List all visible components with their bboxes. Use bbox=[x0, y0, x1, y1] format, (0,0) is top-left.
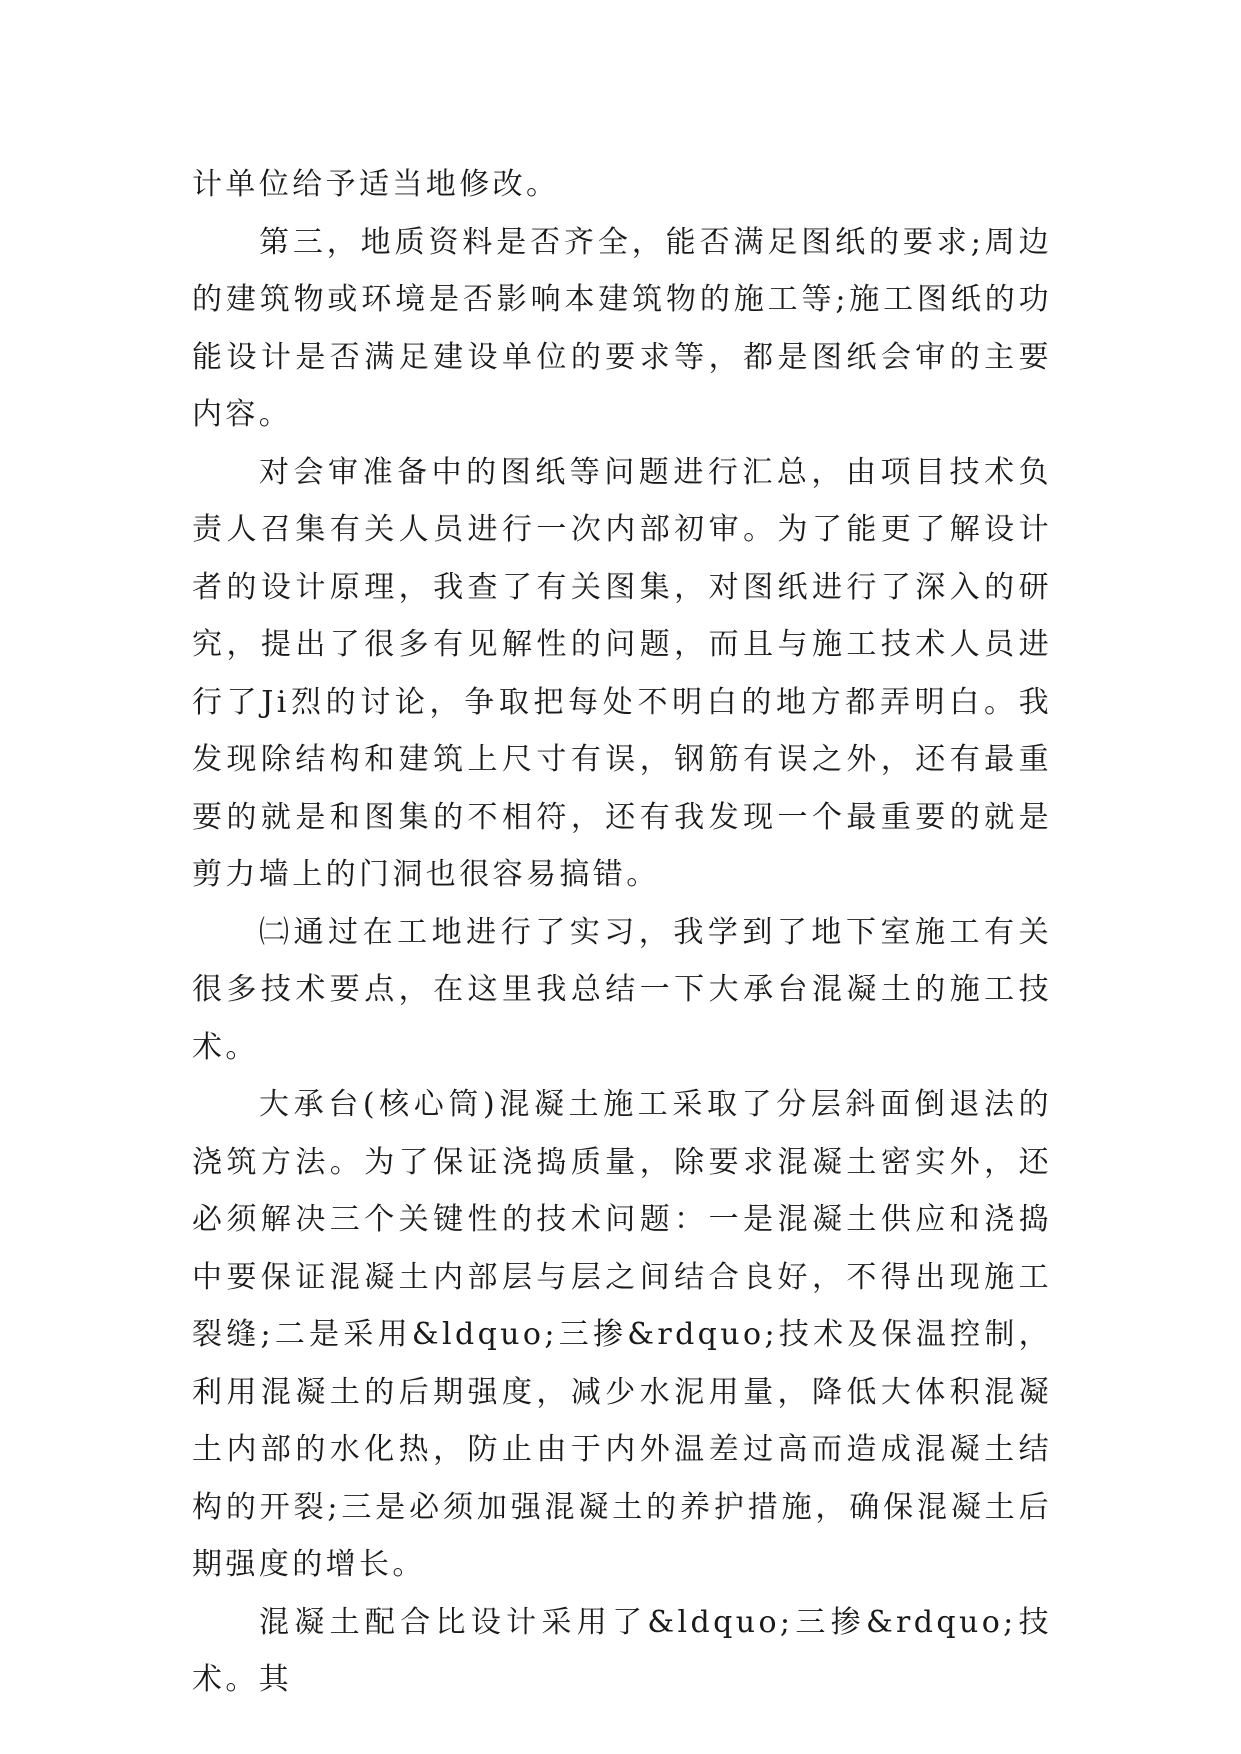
paragraph-2: 第三，地质资料是否齐全，能否满足图纸的要求;周边的建筑物或环境是否影响本建筑物的施工等;施工图纸的功能设计是否满足建设单位的要求等，都是图纸会审的主要内容。 bbox=[192, 224, 1052, 432]
paragraph-4: ㈡通过在工地进行了实习，我学到了地下室施工有关很多技术要点，在这里我总结一下大承台混凝土的施工技术。 bbox=[192, 914, 1052, 1065]
paragraph-3: 对会审准备中的图纸等问题进行汇总，由项目技术负责人召集有关人员进行一次内部初审。为了能更了解设计者的设计原理，我查了有关图集，对图纸进行了深入的研究，提出了很多有见解性的问题，而且与施工技术人员进行了Ji烈的讨论，争取把每处不明白的地方都弄明白。我发现除结构和建筑上尺寸有误，钢筋有误之外，还有最重要的就是和图集的不相符，还有我发现一个最重要的就是剪力墙上的门洞也很容易搞错。 bbox=[192, 454, 1052, 892]
paragraph-1: 计单位给予适当地修改。 bbox=[192, 167, 560, 202]
paragraph-5: 大承台(核心筒)混凝土施工采取了分层斜面倒退法的浇筑方法。为了保证浇捣质量，除要求混凝土密实外，还必须解决三个关键性的技术问题：一是混凝土供应和浇捣中要保证混凝土内部层与层之间结合良好，不得出现施工裂缝;二是采用&ldquo;三掺&rdquo;技术及保温控制，利用混凝土的后期强度，减少水泥用量，降低大体积混凝土内部的水化热，防止由于内外温差过高而造成混凝土结构的开裂;三是必须加强混凝土的养护措施，确保混凝土后期强度的增长。 bbox=[192, 1087, 1052, 1582]
document-body bbox=[192, 156, 1052, 1709]
paragraph-6: 混凝土配合比设计采用了&ldquo;三掺&rdquo;技术。其 bbox=[192, 1604, 1052, 1697]
